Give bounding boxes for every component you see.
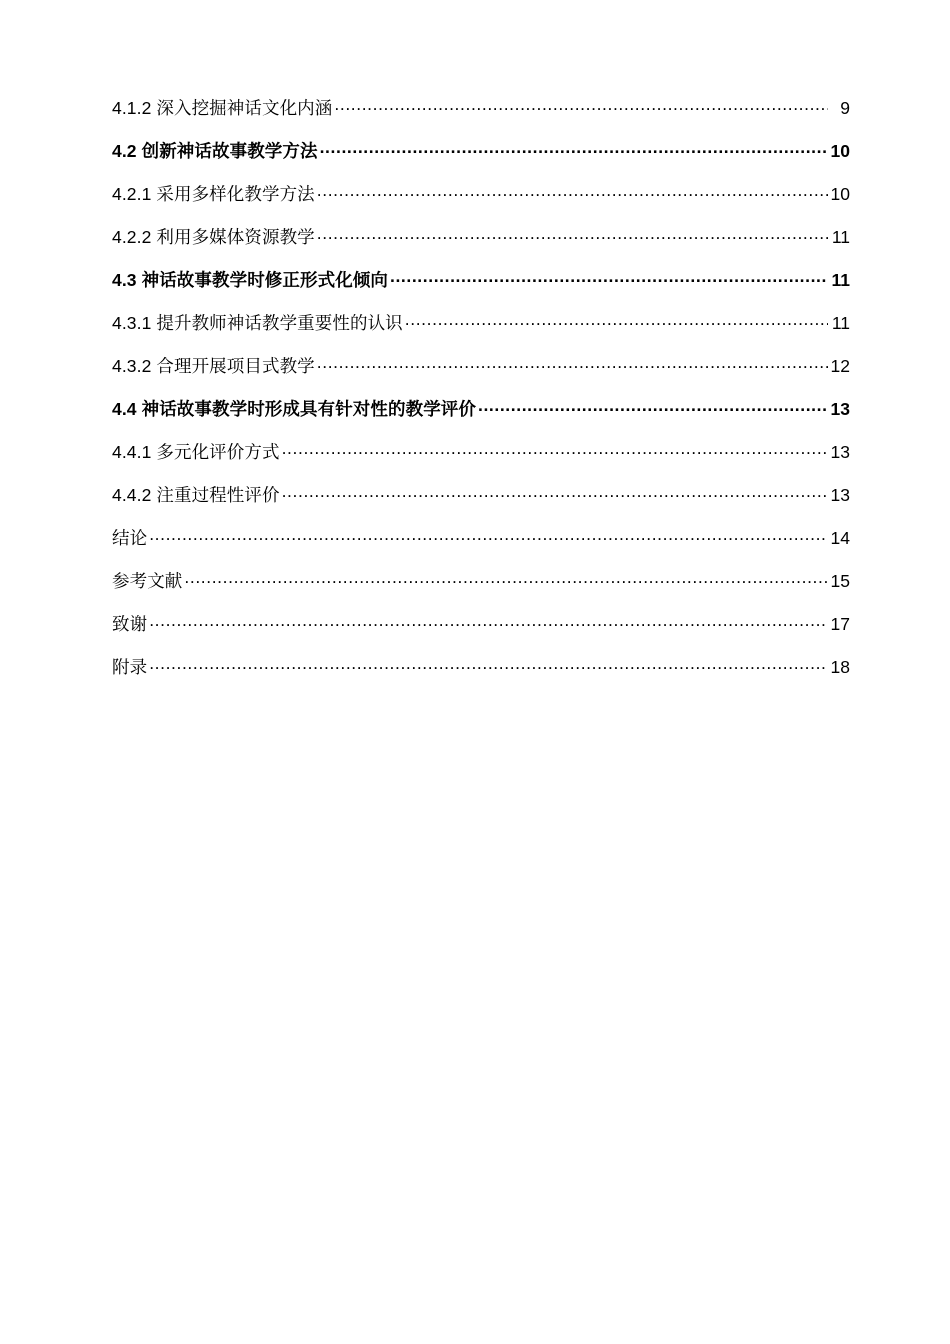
toc-leader-dots xyxy=(317,182,828,200)
toc-entry-page-number: 10 xyxy=(830,183,850,204)
toc-entry[interactable] xyxy=(112,440,850,483)
toc-leader-dots xyxy=(405,311,828,329)
toc-entry[interactable] xyxy=(112,182,850,225)
toc-entry-page-number: 11 xyxy=(831,269,850,290)
toc-entry[interactable] xyxy=(112,569,850,612)
toc-entry-title: 4.2 创新神话故事教学方法 xyxy=(112,140,318,161)
toc-entry[interactable] xyxy=(112,612,850,655)
toc-leader-dots xyxy=(149,526,828,544)
toc-entry-page-number: 11 xyxy=(831,226,850,247)
toc-entry-page-number: 15 xyxy=(830,570,850,591)
toc-entry-title: 附录 xyxy=(112,656,148,677)
toc-leader-dots xyxy=(282,440,828,458)
toc-entry[interactable] xyxy=(112,354,850,397)
toc-leader-dots xyxy=(149,655,828,673)
toc-entry-page-number: 9 xyxy=(840,97,850,118)
toc-entry-page-number: 14 xyxy=(830,527,850,548)
toc-entry-title: 4.4 神话故事教学时形成具有针对性的教学评价 xyxy=(112,398,476,419)
toc-leader-dots xyxy=(390,268,828,286)
toc-entry-page-number: 13 xyxy=(830,484,850,505)
toc-entry[interactable] xyxy=(112,96,850,139)
toc-leader-dots xyxy=(149,612,828,630)
toc-entry-page-number: 18 xyxy=(830,656,850,677)
toc-leader-dots xyxy=(478,397,828,415)
toc-entry-title: 4.2.1 采用多样化教学方法 xyxy=(112,183,315,204)
toc-leader-dots xyxy=(334,96,828,114)
toc-leader-dots xyxy=(317,225,828,243)
toc-leader-dots xyxy=(184,569,828,587)
toc-entry-page-number: 11 xyxy=(831,312,850,333)
toc-entry[interactable] xyxy=(112,268,850,311)
toc-entry-title: 致谢 xyxy=(112,613,148,634)
toc-entry-title: 4.2.2 利用多媒体资源教学 xyxy=(112,226,315,247)
toc-entry[interactable] xyxy=(112,225,850,268)
toc-entry-page-number: 10 xyxy=(830,140,850,161)
toc-entry-title: 4.1.2 深入挖掘神话文化内涵 xyxy=(112,97,333,118)
toc-entry[interactable] xyxy=(112,526,850,569)
toc-entry-title: 4.3.2 合理开展项目式教学 xyxy=(112,355,315,376)
toc-entry-page-number: 13 xyxy=(830,398,850,419)
toc-entry[interactable] xyxy=(112,397,850,440)
toc-entry-title: 4.3 神话故事教学时修正形式化倾向 xyxy=(112,269,388,290)
toc-leader-dots xyxy=(317,354,828,372)
toc-entry-page-number: 12 xyxy=(830,355,850,376)
toc-entry-title: 参考文献 xyxy=(112,570,183,591)
toc-entry[interactable] xyxy=(112,139,850,182)
toc-entry-page-number: 13 xyxy=(830,441,850,462)
toc-entry-title: 4.4.2 注重过程性评价 xyxy=(112,484,280,505)
toc-entry-title: 结论 xyxy=(112,527,148,548)
toc-leader-dots xyxy=(282,483,828,501)
table-of-contents xyxy=(112,96,850,698)
toc-entry[interactable] xyxy=(112,655,850,698)
toc-entry[interactable] xyxy=(112,483,850,526)
toc-entry-title: 4.4.1 多元化评价方式 xyxy=(112,441,280,462)
toc-entry-page-number: 17 xyxy=(830,613,850,634)
toc-entry-title: 4.3.1 提升教师神话教学重要性的认识 xyxy=(112,312,403,333)
toc-leader-dots xyxy=(320,139,828,157)
toc-entry[interactable] xyxy=(112,311,850,354)
